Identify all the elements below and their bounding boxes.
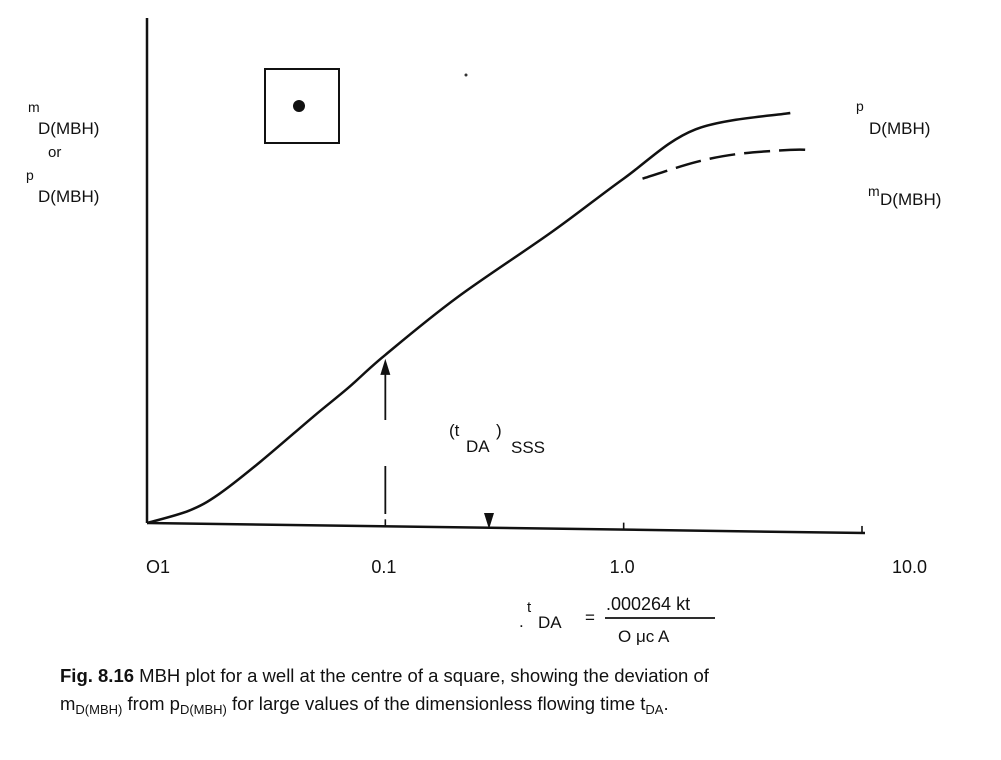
caption-m: m: [60, 693, 76, 714]
y-label-m-sub: D(MBH): [38, 119, 100, 138]
x-label-equals: =: [585, 608, 595, 627]
mD-label-sub: D(MBH): [880, 190, 942, 209]
caption-line1-text: MBH plot for a well at the centre of a square, showing the deviation of: [139, 665, 709, 686]
caption-line-2: [60, 690, 960, 724]
pD-series-line: [147, 113, 790, 523]
annot-sub: DA: [466, 437, 490, 456]
well-marker: [293, 100, 305, 112]
caption-p: p: [169, 693, 180, 714]
caption-mid: from: [127, 693, 165, 714]
caption-t-sub: DA: [645, 702, 664, 717]
x-label-denominator: O μc A: [618, 627, 670, 646]
x-tick-label: 0.1: [371, 557, 397, 577]
caption-end: .: [663, 693, 669, 714]
x-axis-label: [519, 594, 715, 646]
tDA-sss-annotation: [449, 421, 545, 457]
x-tick-label: 10.0: [892, 557, 928, 577]
mD-series-label: [868, 183, 941, 209]
caption-m-sub: D(MBH): [75, 702, 123, 717]
y-label-m: m: [28, 99, 40, 115]
annot-close: ): [496, 421, 502, 440]
x-tick-label: O1: [146, 557, 171, 577]
annot-suffix: SSS: [511, 438, 546, 457]
caption-fig-label: Fig. 8.16: [60, 665, 135, 686]
x-label-dot: .: [519, 612, 524, 631]
y-label-p-sub: D(MBH): [38, 187, 100, 206]
caption-line-1: [60, 662, 960, 690]
x-tick-label: 1.0: [609, 557, 635, 577]
caption-rest: for large values of the dimensionless flowing time t: [232, 693, 646, 714]
figure-caption: [60, 662, 960, 724]
x-label-t: t: [527, 599, 532, 616]
y-label-or: or: [48, 144, 62, 161]
well-inset: [265, 69, 339, 143]
scan-speck: [465, 74, 468, 77]
y-axis-label: [26, 99, 99, 206]
pD-series-label: [856, 98, 930, 138]
pD-label-sub: D(MBH): [869, 119, 931, 138]
mD-label-main: m: [868, 183, 880, 199]
x-axis: [147, 523, 865, 533]
caption-p-sub: D(MBH): [179, 702, 227, 717]
arrow-up-icon: [380, 359, 390, 375]
x-label-t-sub: DA: [538, 613, 562, 632]
x-label-numerator: .000264 kt: [606, 594, 691, 614]
pD-label-main: p: [856, 98, 864, 114]
mD-series-line: [643, 150, 810, 179]
annot-open: (t: [449, 421, 460, 440]
y-label-p: p: [26, 167, 34, 183]
